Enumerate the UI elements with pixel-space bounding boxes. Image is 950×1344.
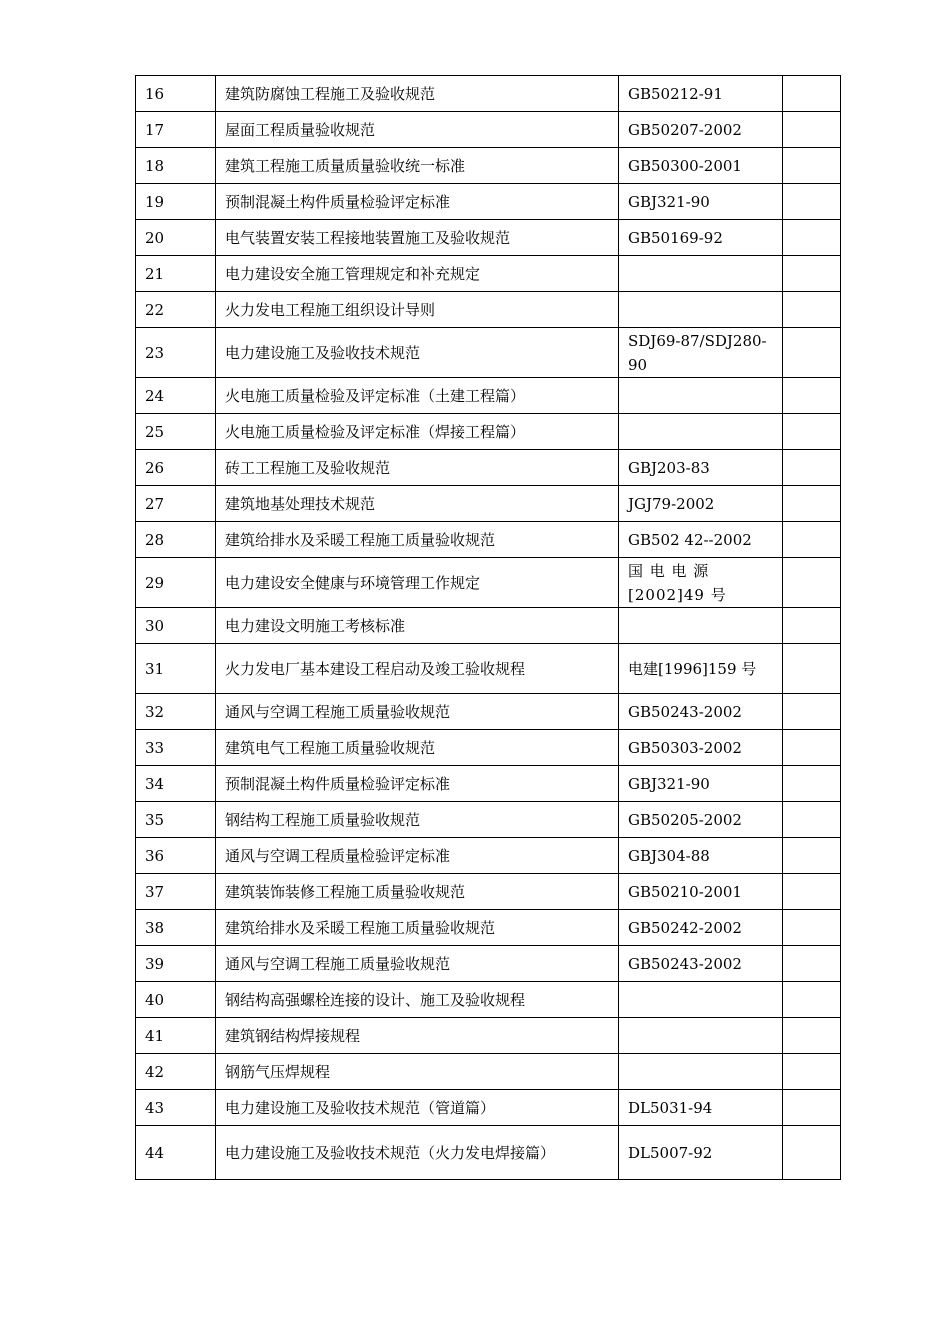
table-row (136, 730, 841, 766)
table-row (136, 378, 841, 414)
remark-cell (783, 730, 841, 766)
remark-cell (783, 910, 841, 946)
row-number: 40 (136, 982, 216, 1018)
standard-code: GB502 42--2002 (619, 522, 783, 558)
standard-name: 电气装置安装工程接地装置施工及验收规范 (216, 220, 619, 256)
row-number: 20 (136, 220, 216, 256)
standard-code: 电建[1996]159 号 (619, 644, 783, 694)
standard-name: 屋面工程质量验收规范 (216, 112, 619, 148)
standard-name: 建筑防腐蚀工程施工及验收规范 (216, 76, 619, 112)
remark-cell (783, 220, 841, 256)
standard-name: 建筑装饰装修工程施工质量验收规范 (216, 874, 619, 910)
row-number: 36 (136, 838, 216, 874)
standard-code (619, 256, 783, 292)
row-number: 25 (136, 414, 216, 450)
remark-cell (783, 378, 841, 414)
standard-code: 国 电 电 源 [2002]49 号 (619, 558, 783, 608)
remark-cell (783, 292, 841, 328)
standard-code (619, 292, 783, 328)
standard-code: GB50212-91 (619, 76, 783, 112)
standard-code: GBJ321-90 (619, 184, 783, 220)
standard-name: 钢筋气压焊规程 (216, 1054, 619, 1090)
table-row (136, 982, 841, 1018)
remark-cell (783, 1054, 841, 1090)
table-row (136, 414, 841, 450)
standard-name: 钢结构工程施工质量验收规范 (216, 802, 619, 838)
standard-name: 电力建设施工及验收技术规范 (216, 328, 619, 378)
standard-name: 火电施工质量检验及评定标准（土建工程篇） (216, 378, 619, 414)
table-row (136, 874, 841, 910)
standard-code: GB50243-2002 (619, 946, 783, 982)
standard-code: DL5031-94 (619, 1090, 783, 1126)
row-number: 44 (136, 1126, 216, 1180)
row-number: 43 (136, 1090, 216, 1126)
standard-code: GBJ321-90 (619, 766, 783, 802)
row-number: 28 (136, 522, 216, 558)
table-row (136, 450, 841, 486)
standard-code: GB50207-2002 (619, 112, 783, 148)
table-row (136, 328, 841, 378)
row-number: 18 (136, 148, 216, 184)
table-row (136, 220, 841, 256)
standard-code: JGJ79-2002 (619, 486, 783, 522)
standard-code: GB50205-2002 (619, 802, 783, 838)
standard-name: 火电施工质量检验及评定标准（焊接工程篇） (216, 414, 619, 450)
standard-name: 电力建设文明施工考核标准 (216, 608, 619, 644)
row-number: 24 (136, 378, 216, 414)
table-row (136, 1018, 841, 1054)
row-number: 26 (136, 450, 216, 486)
standard-code (619, 1018, 783, 1054)
standards-table-body (136, 76, 841, 1180)
remark-cell (783, 874, 841, 910)
row-number: 39 (136, 946, 216, 982)
row-number: 16 (136, 76, 216, 112)
table-row (136, 644, 841, 694)
table-row (136, 802, 841, 838)
remark-cell (783, 148, 841, 184)
remark-cell (783, 76, 841, 112)
remark-cell (783, 522, 841, 558)
standard-code: GBJ304-88 (619, 838, 783, 874)
table-row (136, 1126, 841, 1180)
remark-cell (783, 414, 841, 450)
table-row (136, 292, 841, 328)
table-row (136, 1054, 841, 1090)
table-row (136, 486, 841, 522)
standard-code: SDJ69-87/SDJ280-90 (619, 328, 783, 378)
row-number: 35 (136, 802, 216, 838)
table-row (136, 184, 841, 220)
standard-name: 钢结构高强螺栓连接的设计、施工及验收规程 (216, 982, 619, 1018)
standard-name: 电力建设施工及验收技术规范（管道篇） (216, 1090, 619, 1126)
table-row (136, 608, 841, 644)
remark-cell (783, 558, 841, 608)
standard-name: 电力建设安全施工管理规定和补充规定 (216, 256, 619, 292)
row-number: 30 (136, 608, 216, 644)
table-row (136, 522, 841, 558)
row-number: 41 (136, 1018, 216, 1054)
row-number: 29 (136, 558, 216, 608)
standards-table (135, 75, 841, 1180)
remark-cell (783, 802, 841, 838)
table-row (136, 694, 841, 730)
remark-cell (783, 486, 841, 522)
remark-cell (783, 1126, 841, 1180)
remark-cell (783, 256, 841, 292)
row-number: 31 (136, 644, 216, 694)
table-row (136, 946, 841, 982)
table-row (136, 112, 841, 148)
row-number: 27 (136, 486, 216, 522)
table-row (136, 1090, 841, 1126)
table-row (136, 256, 841, 292)
remark-cell (783, 694, 841, 730)
standard-code (619, 1054, 783, 1090)
standard-name: 电力建设安全健康与环境管理工作规定 (216, 558, 619, 608)
table-row (136, 148, 841, 184)
standard-code: GB50169-92 (619, 220, 783, 256)
standard-name: 火力发电工程施工组织设计导则 (216, 292, 619, 328)
standard-code: GB50303-2002 (619, 730, 783, 766)
row-number: 42 (136, 1054, 216, 1090)
row-number: 33 (136, 730, 216, 766)
standard-code: GB50243-2002 (619, 694, 783, 730)
standard-name: 建筑钢结构焊接规程 (216, 1018, 619, 1054)
row-number: 34 (136, 766, 216, 802)
standard-name: 通风与空调工程质量检验评定标准 (216, 838, 619, 874)
standard-name: 电力建设施工及验收技术规范（火力发电焊接篇） (216, 1126, 619, 1180)
remark-cell (783, 112, 841, 148)
standard-name: 建筑给排水及采暖工程施工质量验收规范 (216, 522, 619, 558)
row-number: 38 (136, 910, 216, 946)
remark-cell (783, 1090, 841, 1126)
standard-name: 建筑地基处理技术规范 (216, 486, 619, 522)
remark-cell (783, 838, 841, 874)
table-row (136, 558, 841, 608)
row-number: 21 (136, 256, 216, 292)
row-number: 32 (136, 694, 216, 730)
remark-cell (783, 946, 841, 982)
table-row (136, 910, 841, 946)
standard-name: 建筑电气工程施工质量验收规范 (216, 730, 619, 766)
table-row (136, 838, 841, 874)
remark-cell (783, 766, 841, 802)
standard-code (619, 982, 783, 1018)
remark-cell (783, 184, 841, 220)
standard-name: 通风与空调工程施工质量验收规范 (216, 694, 619, 730)
standard-code: GB50300-2001 (619, 148, 783, 184)
row-number: 22 (136, 292, 216, 328)
table-row (136, 76, 841, 112)
remark-cell (783, 608, 841, 644)
table-row (136, 766, 841, 802)
standard-code (619, 414, 783, 450)
standard-name: 通风与空调工程施工质量验收规范 (216, 946, 619, 982)
standard-code (619, 378, 783, 414)
standard-code: GBJ203-83 (619, 450, 783, 486)
remark-cell (783, 328, 841, 378)
remark-cell (783, 982, 841, 1018)
standard-name: 建筑给排水及采暖工程施工质量验收规范 (216, 910, 619, 946)
row-number: 23 (136, 328, 216, 378)
remark-cell (783, 1018, 841, 1054)
row-number: 19 (136, 184, 216, 220)
remark-cell (783, 644, 841, 694)
standard-name: 预制混凝土构件质量检验评定标准 (216, 766, 619, 802)
row-number: 17 (136, 112, 216, 148)
remark-cell (783, 450, 841, 486)
standard-code (619, 608, 783, 644)
row-number: 37 (136, 874, 216, 910)
standard-name: 预制混凝土构件质量检验评定标准 (216, 184, 619, 220)
standard-code: GB50242-2002 (619, 910, 783, 946)
standard-name: 建筑工程施工质量质量验收统一标准 (216, 148, 619, 184)
standard-code: GB50210-2001 (619, 874, 783, 910)
standard-name: 砖工工程施工及验收规范 (216, 450, 619, 486)
standard-name: 火力发电厂基本建设工程启动及竣工验收规程 (216, 644, 619, 694)
standard-code: DL5007-92 (619, 1126, 783, 1180)
